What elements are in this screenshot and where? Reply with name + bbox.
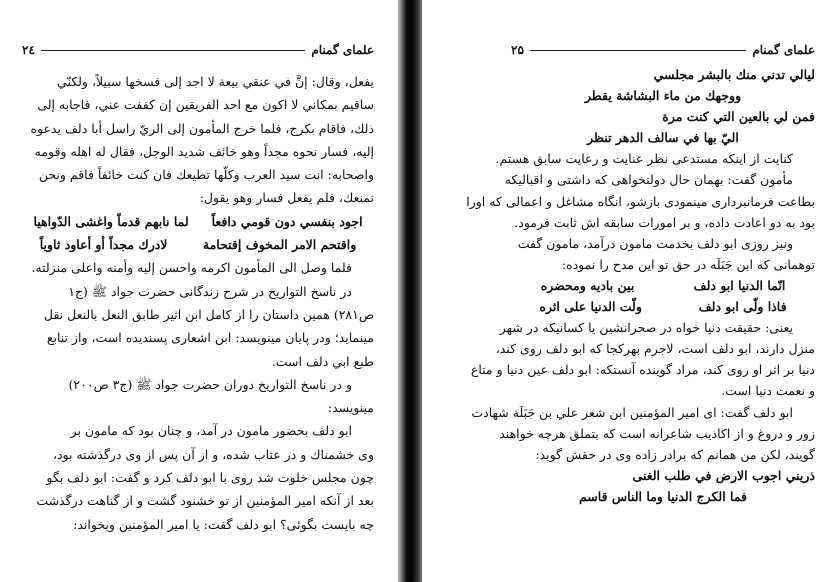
header-rule — [530, 50, 746, 51]
text-line: كنايت از اينكه مستدعى نظر عنايت و رعايت سابق هستم. — [495, 151, 793, 167]
text-line: واصحابه: انت سيد العرب وكلّها تطيعك فان كنت خائفاً فاقم ونحن — [38, 167, 374, 183]
text-line: و نعمت دنيا است. — [721, 383, 815, 399]
text-line: ليالي تدني منك بالبشر مجلسي — [653, 67, 815, 82]
text-line: در ناسخ التواريخ در شرح زندگانى حضرت جواد ﷺ (ج۱ — [68, 283, 352, 299]
verse-hemistich: فاذا ولّى ابو دلف — [698, 299, 787, 315]
text-line: ابو دلف گفت: اى امير المؤمنين ابن شعر علي بن جَبَلَة شهادت — [471, 404, 793, 420]
text-line: ذريني اجوب الارض في طلب الغنى — [632, 467, 815, 483]
text-line: زور و دروغ و از اكاذيب شاعرانه است كه بتملق هرچه خواهند — [499, 425, 815, 441]
text-line: گويند، لكن من همانم كه برادر زاده وى در حقش گويد: — [535, 446, 815, 462]
text-line: ووجهك من ماء البشاشة يقطر — [584, 88, 742, 104]
text-line: مأمون گفت: بهمان حال دولتخواهى كه داشتى و اقباليكه — [504, 172, 793, 188]
verse-hemistich: بين باديه ومحضره — [540, 277, 635, 293]
book-spine — [398, 0, 422, 582]
text-line: طبع ابي دلف است. — [271, 353, 374, 369]
text-line: چون مجلس خلوت شد روى با ابو دلف كرد و گفت: ابو دلف بگو — [46, 470, 374, 486]
verse-line — [22, 210, 374, 233]
text-line: فلما وصل الى المأمون اكرمه واحسن إليه وأمنه واعلى منزلته. — [31, 260, 352, 276]
verse-line — [511, 296, 815, 317]
header-rule — [41, 50, 305, 51]
text-line: و در ناسخ التواريخ دوران حضرت جواد ﷺ (ج۳ ص۲۰۰) — [68, 376, 352, 392]
running-title: علمای گمنام — [752, 43, 815, 57]
page-number: ۲٤ — [22, 43, 35, 57]
running-title: علمای گمنام — [311, 43, 374, 57]
text-line: إليه، فسار نحوه مجداً وهو خائف شديد الوجل، فقال له اهله وقومه — [34, 143, 374, 159]
text-line: بود به دو اعادت داده، و بر امورات سابقه اش ثابت فرمود. — [514, 214, 815, 230]
text-line: مینماید؛ ودر پايان مينويسد: ابن اشعارى پسنديده است، واز تنابع — [46, 330, 374, 346]
verse-line — [511, 275, 815, 296]
page-number: ۲۵ — [511, 43, 524, 57]
text-line: ذلك، فاقام بكرج، فلما خرج المأمون إلى الريّ راسل أبا دلف يدعوه — [30, 120, 374, 136]
text-line: يفعل، وقال: إنَّ في عنقي بيعة لا اجد إلى فسخها سبيلاً، ولكنّي — [57, 74, 374, 89]
text-line: نمنعك، فلم يفعل فسار وهو يقول: — [199, 190, 374, 206]
text-line: ابو دلف بحضور مامون در آمد، و چنان بود كه مامون بر — [70, 423, 352, 439]
text-line: مينويسد: — [327, 400, 374, 416]
page-body — [466, 64, 815, 507]
text-line: يعنى: حقيقت دنيا خواه در صحرانشين يا كسانيكه در شهر — [499, 320, 793, 336]
text-line: منزل دارند، ابو دلف است، لاجرم بهركجا كه ابو دلف روى كند، — [495, 341, 815, 357]
verse-line — [22, 233, 374, 256]
text-line: فما الكرج الدنيا وما الناس قاسم — [578, 488, 748, 504]
right-page — [425, 0, 838, 582]
text-line: توهمانى كه ابن جَبَلَه در حق تو اين مدح را نموده: — [561, 256, 815, 272]
verse-hemistich: ولّت الدنيا على اثره — [539, 299, 642, 315]
text-line: فمن لي بالعين التي كنت مرة — [662, 109, 815, 125]
verse-hemistich: واقتحم الامر المخوف إقتحامة — [202, 237, 357, 253]
page-header — [511, 40, 815, 60]
verse-hemistich: اجود بنفسي دون قومي دافعاً — [211, 213, 363, 229]
text-line: ونيز روزى ابو دلف بخدمت مامون درآمد، مامون گفت — [517, 235, 793, 251]
text-line: بعد از آنكه امير المؤمنين از تو خشنود گشت و از گناهت درگذشت — [36, 493, 374, 509]
text-line: ساقيم بمكاني لا اكون مع احد الفريقين إن كففت عني، فاجابه إلى — [37, 97, 374, 113]
page-body — [22, 70, 374, 536]
text-line: دنيا بر اثر او روى كند، مراد گوينده آنستكه: ابو دلف عين دنيا و متاع — [470, 362, 815, 378]
text-line: بطاعت فرمانبردارى مينمودى بازشو، انگاه مشاغل و اعمالى كه اورا — [466, 193, 815, 209]
text-line: وى خشمناك و در عتاب شده، و از آن پس از وى درگذشته بود، — [52, 446, 374, 462]
text-line: چه بايست بگوئى؟ ابو دلف گفت: يا امير المؤمنين وبخواند: — [73, 516, 374, 532]
verse-hemistich: انّما الدنيا ابو دلف — [693, 277, 786, 293]
verse-hemistich: لادرك مجداً أو أعاود ثاوياً — [39, 237, 168, 253]
verse-hemistich: لما نابهم قدماً واغشى الدّواهيا — [33, 213, 189, 229]
text-line: اليّ بها في سالف الدهر تنظر — [587, 130, 739, 146]
page-header — [22, 40, 374, 60]
text-line: ص۲۸۱) همين داستان را از كامل ابن اثير طابق النعل بالنعل نقل — [43, 306, 374, 322]
